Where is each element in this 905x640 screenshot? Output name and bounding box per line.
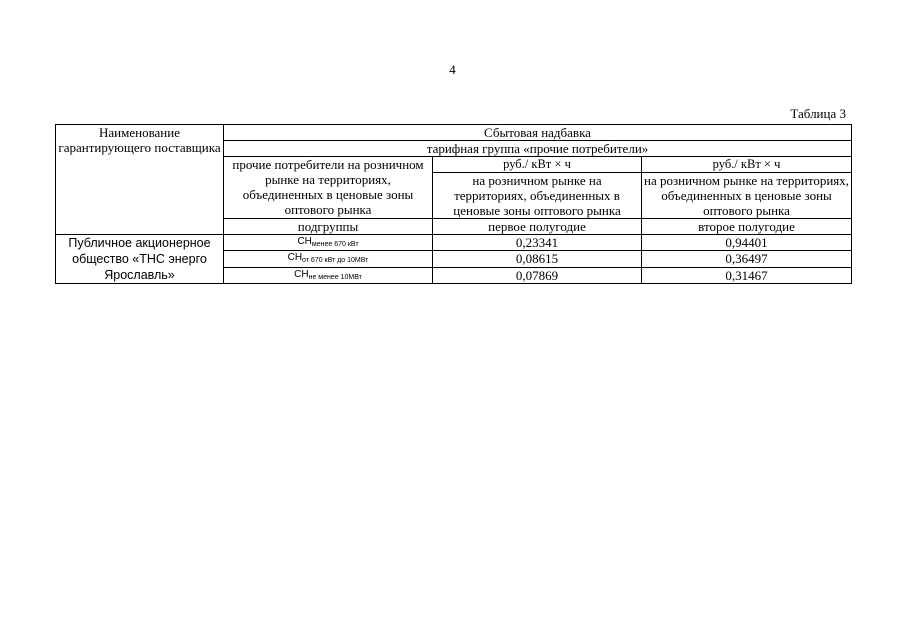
value-first-half: 0,23341 <box>433 235 642 251</box>
tariff-group-cell: тарифная группа «прочие потребители» <box>224 141 852 157</box>
consumers-label-cell: прочие потребители на розничном рынке на территориях, объединенных в ценовые зоны оптового рынка <box>224 157 433 219</box>
subgroup-label: СН <box>294 268 309 280</box>
market-cell-1: на розничном рынке на территориях, объединенных в ценовые зоны оптового рынка <box>433 173 642 219</box>
header-row-markup <box>56 125 852 141</box>
unit-cell-1: руб./ кВт × ч <box>433 157 642 173</box>
period-cell-1: первое полугодие <box>433 219 642 235</box>
table-caption: Таблица 3 <box>790 106 846 121</box>
value-second-half: 0,36497 <box>642 251 852 267</box>
period-cell-2: второе полугодие <box>642 219 852 235</box>
subgroup-suffix: от 670 кВт до 10МВт <box>302 257 369 265</box>
subgroup-label: СН <box>287 252 303 264</box>
subgroup-cell <box>224 251 433 267</box>
supplier-header-cell: Наименование гарантирующего поставщика <box>56 125 224 235</box>
value-second-half: 0,94401 <box>642 235 852 251</box>
tariff-table <box>55 124 852 284</box>
subgroup-label: СН <box>297 236 312 247</box>
supplier-name-cell: Публичное акционерное общество «ТНС энерго Ярославль» <box>56 235 224 284</box>
subgroups-label-cell: подгруппы <box>224 219 433 235</box>
markup-header-cell: Сбытовая надбавка <box>224 125 852 141</box>
table-row <box>56 235 852 251</box>
subgroup-cell <box>224 267 433 283</box>
value-first-half: 0,08615 <box>433 251 642 267</box>
unit-cell-2: руб./ кВт × ч <box>642 157 852 173</box>
subgroup-suffix: не менее 10МВт <box>308 273 362 281</box>
value-second-half: 0,31467 <box>642 267 852 283</box>
market-cell-2: на розничном рынке на территориях, объединенных в ценовые зоны оптового рынка <box>642 173 852 219</box>
subgroup-suffix: менее 670 кВт <box>311 241 359 248</box>
value-first-half: 0,07869 <box>433 267 642 283</box>
subgroup-cell <box>224 235 433 251</box>
page-number: 4 <box>449 62 456 77</box>
